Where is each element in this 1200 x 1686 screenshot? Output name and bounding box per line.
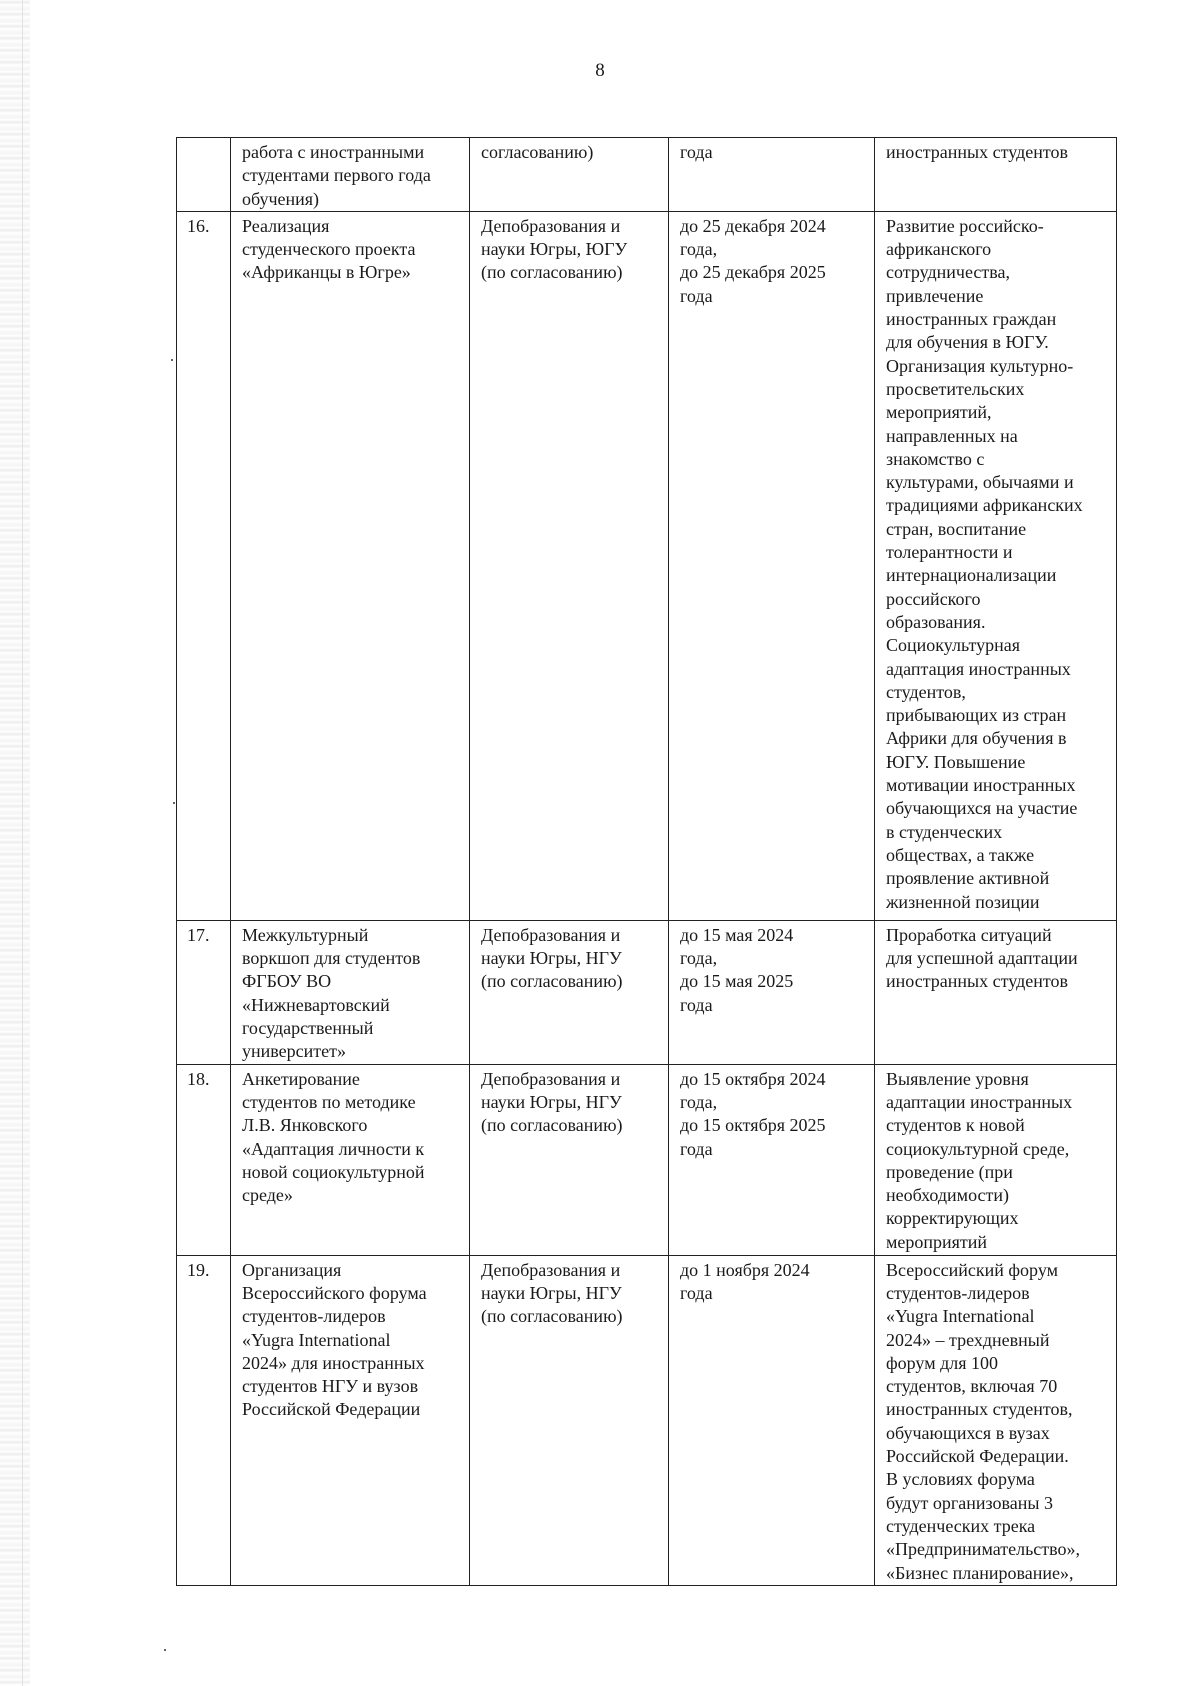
scan-speck: [164, 1649, 166, 1651]
responsible-cell: согласованию): [470, 138, 669, 212]
scan-edge: [0, 0, 30, 1686]
result-cell: иностранных студентов: [875, 138, 1117, 212]
row-number: 16.: [177, 211, 231, 920]
table-row-continuation: [177, 138, 1117, 212]
row-number: 17.: [177, 920, 231, 1064]
deadline-cell: до 15 мая 2024 года, до 15 мая 2025 года: [669, 920, 875, 1064]
event-cell: Анкетирование студентов по методике Л.В. Янковского «Адаптация личности к новой социокультурной среде»: [231, 1064, 470, 1255]
table-row-16: [177, 211, 1117, 920]
table-row-18: [177, 1064, 1117, 1255]
deadline-cell: до 15 октября 2024 года, до 15 октября 2025 года: [669, 1064, 875, 1255]
responsible-cell: Депобразования и науки Югры, НГУ (по согласованию): [470, 1255, 669, 1585]
result-cell: Проработка ситуаций для успешной адаптации иностранных студентов: [875, 920, 1117, 1064]
event-cell: Межкультурный воркшоп для студентов ФГБОУ ВО «Нижневартовский государственный университет»: [231, 920, 470, 1064]
row-number: 19.: [177, 1255, 231, 1585]
result-cell: Развитие российско- африканского сотрудничества, привлечение иностранных граждан для обучения в ЮГУ. Организация культурно- просветительских мероприятий, направленных на знакомство с культурами, обычаями и традициями африканских стран, воспитание толерантности и интернационализации российского образования. Социокультурная адаптация иностранных студентов, прибывающих из стран Африки для обучения в ЮГУ. Повышение мотивации иностранных обучающихся на участие в студенческих обществах, а также проявление активной жизненной позиции: [875, 211, 1117, 920]
deadline-cell: до 25 декабря 2024 года, до 25 декабря 2025 года: [669, 211, 875, 920]
page-number: 8: [595, 60, 605, 81]
responsible-cell: Депобразования и науки Югры, НГУ (по согласованию): [470, 1064, 669, 1255]
scan-speck: [173, 802, 175, 804]
responsible-cell: Депобразования и науки Югры, НГУ (по согласованию): [470, 920, 669, 1064]
table-row-17: [177, 920, 1117, 1064]
scan-speck: [171, 359, 173, 361]
table-row-19: [177, 1255, 1117, 1585]
plan-table: [176, 137, 1117, 1586]
row-number: 18.: [177, 1064, 231, 1255]
event-cell: работа с иностранными студентами первого года обучения): [231, 138, 470, 212]
event-cell: Организация Всероссийского форума студентов-лидеров «Yugra International 2024» для иностранных студентов НГУ и вузов Российской Федерации: [231, 1255, 470, 1585]
result-cell: Всероссийский форум студентов-лидеров «Yugra International 2024» – трехдневный форум для 100 студентов, включая 70 иностранных студентов, обучающихся в вузах Российской Федерации. В условиях форума будут организованы 3 студенческих трека «Предпринимательство», «Бизнес планирование»,: [875, 1255, 1117, 1585]
deadline-cell: года: [669, 138, 875, 212]
event-cell: Реализация студенческого проекта «Африканцы в Югре»: [231, 211, 470, 920]
responsible-cell: Депобразования и науки Югры, ЮГУ (по согласованию): [470, 211, 669, 920]
deadline-cell: до 1 ноября 2024 года: [669, 1255, 875, 1585]
result-cell: Выявление уровня адаптации иностранных студентов к новой социокультурной среде, проведение (при необходимости) корректирующих мероприятий: [875, 1064, 1117, 1255]
row-number: [177, 138, 231, 212]
